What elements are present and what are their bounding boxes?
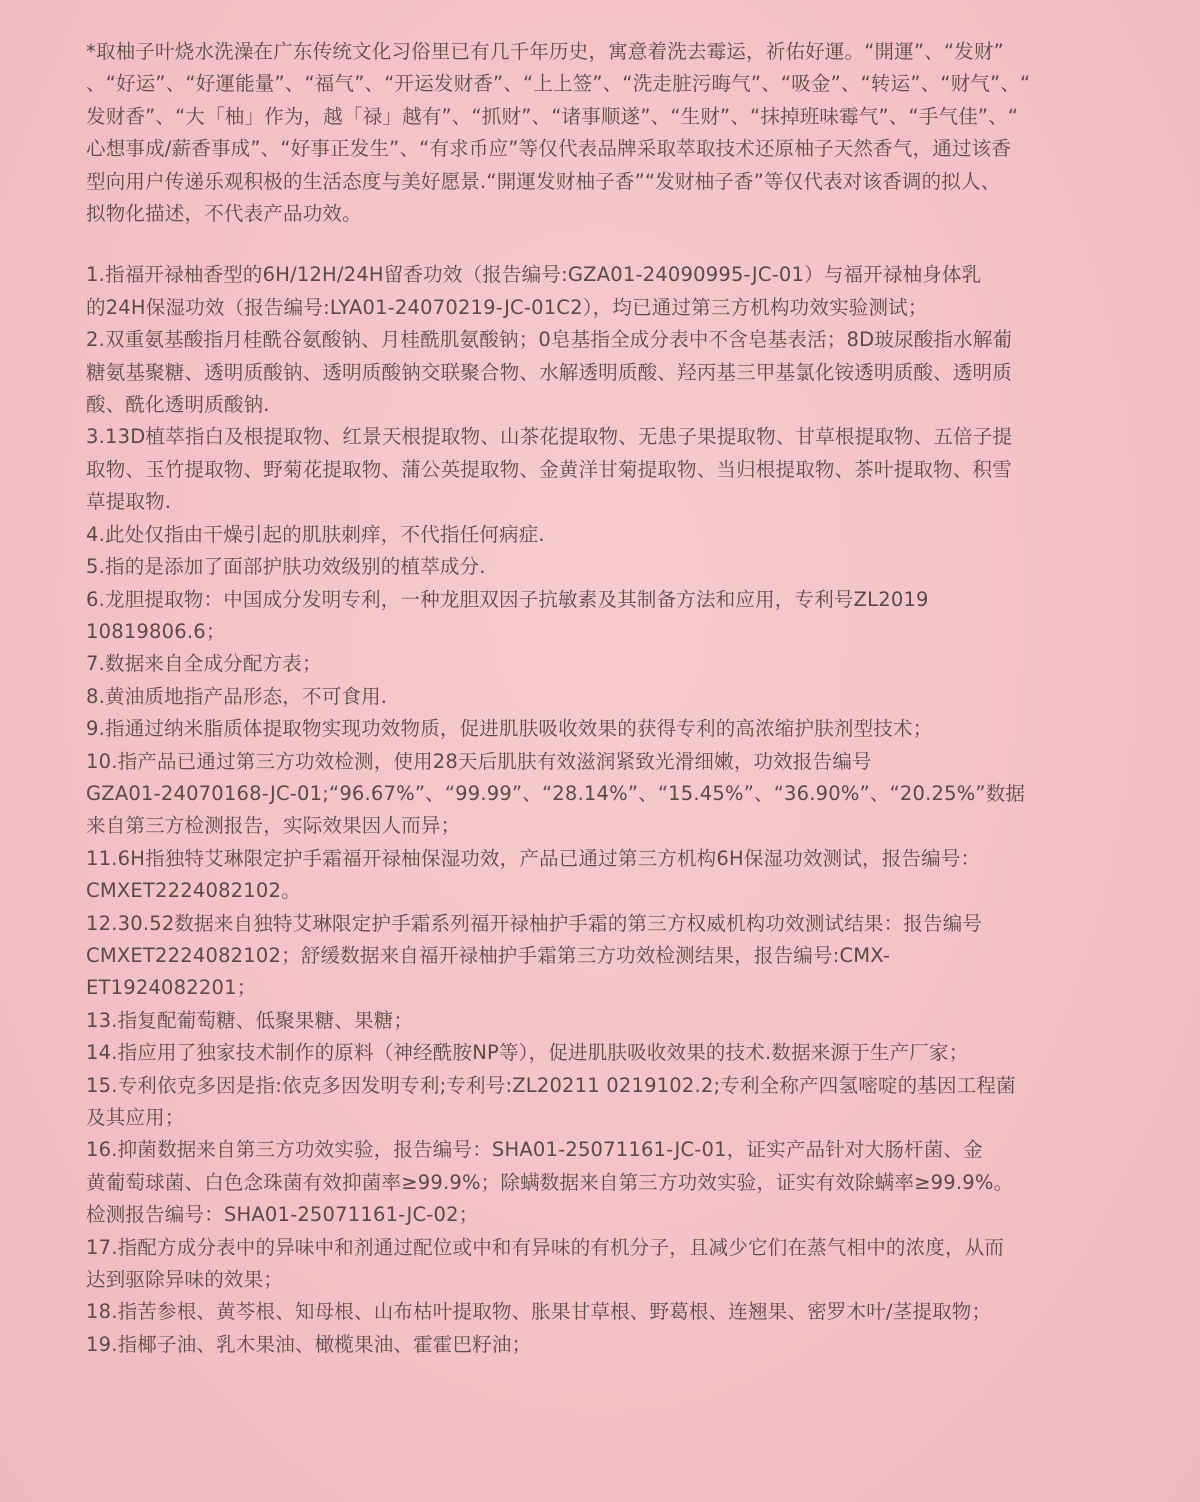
footnote-item: 15.专利依克多因是指:依克多因发明专利;专利号:ZL20211 0219102.2;专利全称产四氢嘧啶的基因工程菌 及其应用； [86,1073,1016,1129]
footnote-item: 17.指配方成分表中的异味中和剂通过配位或中和有异味的有机分子，且减少它们在蒸气相中的浓度，从而 达到驱除异味的效果； [86,1235,1005,1292]
footnote-item: 13.指复配葡萄糖、低聚果糖、果糖； [86,1008,414,1032]
intro-paragraph: *取柚子叶烧水洗澡在广东传统文化习俗里已有几千年历史，寓意着洗去霉运，祈佑好運。“開運”、“发财” 、“好运”、“好運能量”、“福气”、“开运发财香”、“上上签”、“洗走脏污晦气”、“吸金”、“转运”、“财气”、“ 发财香”、“大「柚」作为，越「禄」越有”、“抓财”、“诸事顺遂”、“生财”、“抹掉班味霉气”、“手气佳”、“ 心想事成/薪香事成”、“好事正发生”、“有求币应”等仅代表品牌采取萃取技术还原柚子天然香气，通过该香 型向用户传递乐观积极的生活态度与美好愿景.“開運发财柚子香”“发财柚子香”等仅代表对该香调的拟人、 拟物化描述，不代表产品功效。 [86,40,1031,226]
footnote-item: 19.指椰子油、乳木果油、橄榄果油、霍霍巴籽油； [86,1332,532,1356]
footnote-item: 12.30.52数据来自独特艾琳限定护手霜系列福开禄柚护手霜的第三方权威机构功效测试结果：报告编号 CMXET2224082102；舒缓数据来自福开禄柚护手霜第三方功效检测结果，报告编号:CMX- ET1924082201； [86,911,983,1000]
footnote-item: 9.指通过纳米脂质体提取物实现功效物质，促进肌肤吸收效果的获得专利的高浓缩护肤剂型技术； [86,717,933,741]
footnote-item: 6.龙胆提取物：中国成分发明专利，一种龙胆双因子抗敏素及其制备方法和应用，专利号ZL2019 10819806.6； [86,587,929,643]
footnote-item: 1.指福开禄柚香型的6H/12H/24H留香功效（报告编号:GZA01-24090995-JC-01）与福开禄柚身体乳 的24H保湿功效（报告编号:LYA01-24070219-JC-01C2），均已通过第三方机构功效实验测试； [86,263,982,319]
footnote-item: 5.指的是添加了面部护肤功效级别的植萃成分. [86,555,486,579]
footnote-item: 10.指产品已通过第三方功效检测，使用28天后肌肤有效滋润紧致光滑细嫩，功效报告编号 GZA01-24070168-JC-01;“96.67%”、“99.99”、“28.14%”、“15.45%”、“36.90%”、“20.25%”数据 来自第三方检测报告，实际效果因人而异； [86,749,1026,838]
footnote-item: 7.数据来自全成分配方表； [86,652,322,676]
footnote-item: 2.双重氨基酸指月桂酰谷氨酸钠、月桂酰肌氨酸钠；0皂基指全成分表中不含皂基表活；8D玻尿酸指水解葡 糖氨基聚糖、透明质酸钠、透明质酸钠交联聚合物、水解透明质酸、羟丙基三甲基氯化铵透明质酸、透明质 酸、酰化透明质酸钠. [86,328,1013,417]
footnote-item: 3.13D植萃指白及根提取物、红景天根提取物、山茶花提取物、无患子果提取物、甘草根提取物、五倍子提 取物、玉竹提取物、野菊花提取物、蒲公英提取物、金黄洋甘菊提取物、当归根提取物、茶叶提取物、积雪 草提取物. [86,425,1013,514]
footnote-item: 4.此处仅指由干燥引起的肌肤刺痒，不代指任何病症. [86,522,545,546]
footnote-item: 8.黄油质地指产品形态，不可食用. [86,684,388,708]
footnote-item: 16.抑菌数据来自第三方功效实验，报告编号：SHA01-25071161-JC-01，证实产品针对大肠杆菌、金 黄葡萄球菌、白色念珠菌有效抑菌率≥99.9%；除螨数据来自第三方功效实验，证实有效除螨率≥99.9%。 检测报告编号：SHA01-25071161-JC-02； [86,1138,1014,1227]
footnote-item: 18.指苦参根、黄芩根、知母根、山布枯叶提取物、胀果甘草根、野葛根、连翘果、密罗木叶/茎提取物； [86,1300,992,1324]
footnote-item: 14.指应用了独家技术制作的原料（神经酰胺NP等），促进肌肤吸收效果的技术.数据来源于生产厂家； [86,1041,969,1065]
footnote-item: 11.6H指独特艾琳限定护手霜福开禄柚保湿功效，产品已通过第三方机构6H保湿功效测试，报告编号： CMXET2224082102。 [86,846,981,903]
footnote-list [86,259,1136,1361]
